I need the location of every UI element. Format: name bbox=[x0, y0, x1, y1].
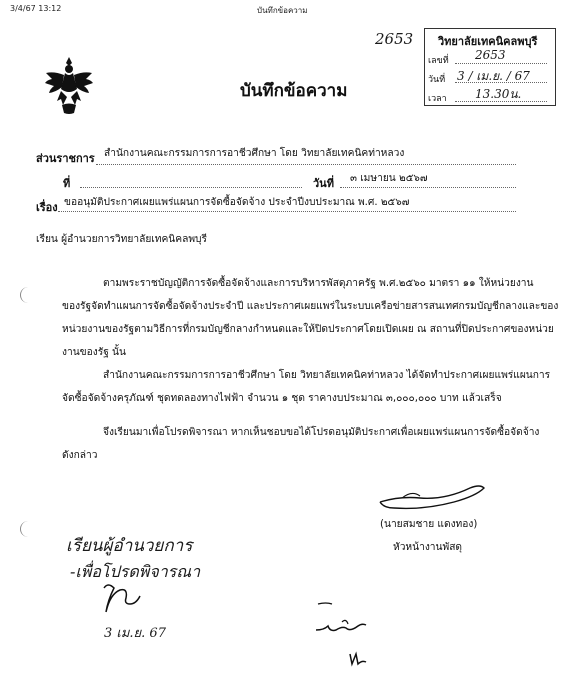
paragraph1-line: งานของรัฐ นั้น bbox=[62, 347, 126, 358]
ref-label: ที่ bbox=[63, 177, 71, 190]
signer-position: หัวหน้างานพัสดุ bbox=[393, 542, 463, 553]
garuda-emblem-icon bbox=[44, 55, 94, 117]
print-datetime: 3/4/67 13:12 bbox=[10, 4, 62, 13]
handwritten-date: 3 เม.ย. 67 bbox=[104, 626, 166, 641]
paragraph3-line: ดังกล่าว bbox=[62, 450, 98, 461]
subject-label: เรื่อง bbox=[36, 201, 58, 214]
approver-signature bbox=[96, 580, 156, 620]
handwritten-initials bbox=[312, 596, 382, 680]
paragraph1-line: ของรัฐจัดทำแผนการจัดซื้อจัดจ้างประจำปี และประกาศเผยแพร่ในระบบเครือข่ายสารสนเทศกรมบัญชีกลางและของ bbox=[62, 301, 559, 312]
stamp-date-value: 3 / เม.ย. / 67 bbox=[457, 69, 530, 83]
punch-hole-mark bbox=[20, 521, 31, 537]
paragraph1-line: หน่วยงานของรัฐตามวิธีการที่กรมบัญชีกลางกำหนดและให้ปิดประกาศโดยเปิดเผย ณ สถานที่ปิดประกาศของหน่วย bbox=[62, 324, 554, 335]
handwritten-line2: -เพื่อโปรดพิจารณา bbox=[70, 562, 201, 581]
salutation: เรียน ผู้อำนวยการวิทยาลัยเทคนิคลพบุรี bbox=[36, 234, 207, 245]
agency-value: สำนักงานคณะกรรมการการอาชีวศึกษา โดย วิทยาลัยเทคนิคท่าหลวง bbox=[104, 148, 405, 159]
date-label: วันที่ bbox=[313, 177, 334, 190]
stamp-no-label: เลขที่ bbox=[428, 56, 449, 66]
agency-label: ส่วนราชการ bbox=[36, 152, 95, 165]
paragraph1-line: ตามพระราชบัญญัติการจัดซื้อจัดจ้างและการบริหารพัสดุภาครัฐ พ.ศ.๒๕๖๐ มาตรา ๑๑ ให้หน่วยงาน bbox=[103, 278, 534, 289]
stamp-time-value: 13.30น. bbox=[475, 87, 522, 101]
paragraph3-line: จึงเรียนมาเพื่อโปรดพิจารณา หากเห็นชอบขอได้โปรดอนุมัติประกาศเพื่อเผยแพร่แผนการจัดซื้อจัดจ้าง bbox=[103, 427, 540, 438]
stamp-no-value: 2653 bbox=[475, 48, 506, 62]
date-value: ๓ เมษายน ๒๕๖๗ bbox=[350, 173, 428, 184]
stamp-time-label: เวลา bbox=[428, 94, 447, 104]
stamp-date-label: วันที่ bbox=[428, 75, 446, 85]
paragraph2-line: สำนักงานคณะกรรมการการอาชีวศึกษา โดย วิทยาลัยเทคนิคท่าหลวง ได้จัดทำประกาศเผยแพร่แผนการ bbox=[103, 370, 551, 381]
signer-name: (นายสมชาย แดงทอง) bbox=[380, 519, 478, 530]
punch-hole-mark bbox=[20, 287, 31, 303]
page-title: บันทึกข้อความ bbox=[240, 81, 348, 101]
handwritten-line1: เรียนผู้อำนวยการ bbox=[66, 536, 193, 556]
signer-signature bbox=[372, 482, 492, 516]
receipt-stamp bbox=[424, 28, 556, 106]
paragraph2-line: จัดซื้อจัดจ้างครุภัณฑ์ ชุดทดลองทางไฟฟ้า จำนวน ๑ ชุด ราคางบประมาณ ๓,๐๐๐,๐๐๐ บาท แล้วเสร็จ bbox=[62, 393, 502, 404]
stamp-college: วิทยาลัยเทคนิคลพบุรี bbox=[438, 35, 538, 48]
margin-number: 2653 bbox=[375, 30, 414, 48]
subject-value: ขออนุมัติประกาศเผยแพร่แผนการจัดซื้อจัดจ้าง ประจำปีงบประมาณ พ.ศ. ๒๕๖๗ bbox=[64, 197, 410, 208]
print-title: บันทึกข้อความ bbox=[257, 6, 308, 15]
